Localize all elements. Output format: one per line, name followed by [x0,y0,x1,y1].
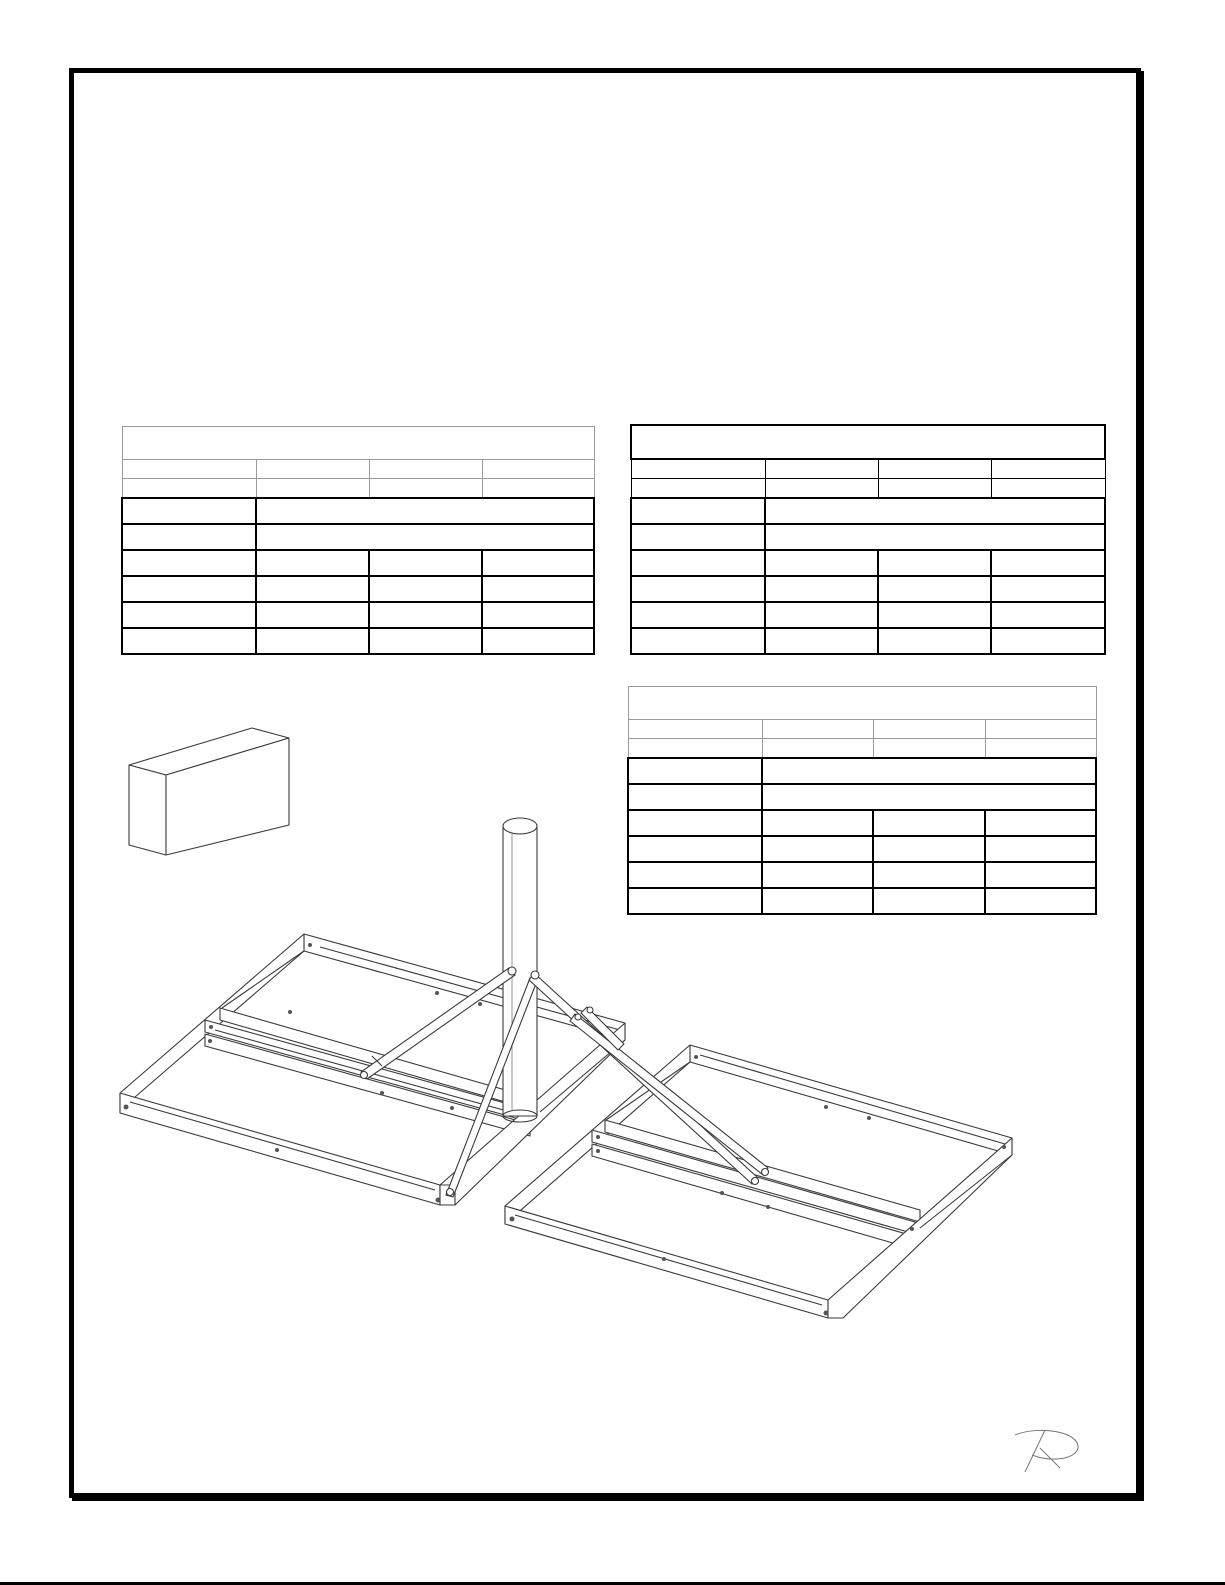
spec-table-lower [627,686,1097,915]
table-title-cell [628,687,1096,720]
table-title-cell [631,425,1105,459]
spec-table-right [630,424,1106,655]
table-title-cell [122,427,594,460]
spec-table-left [121,426,595,655]
